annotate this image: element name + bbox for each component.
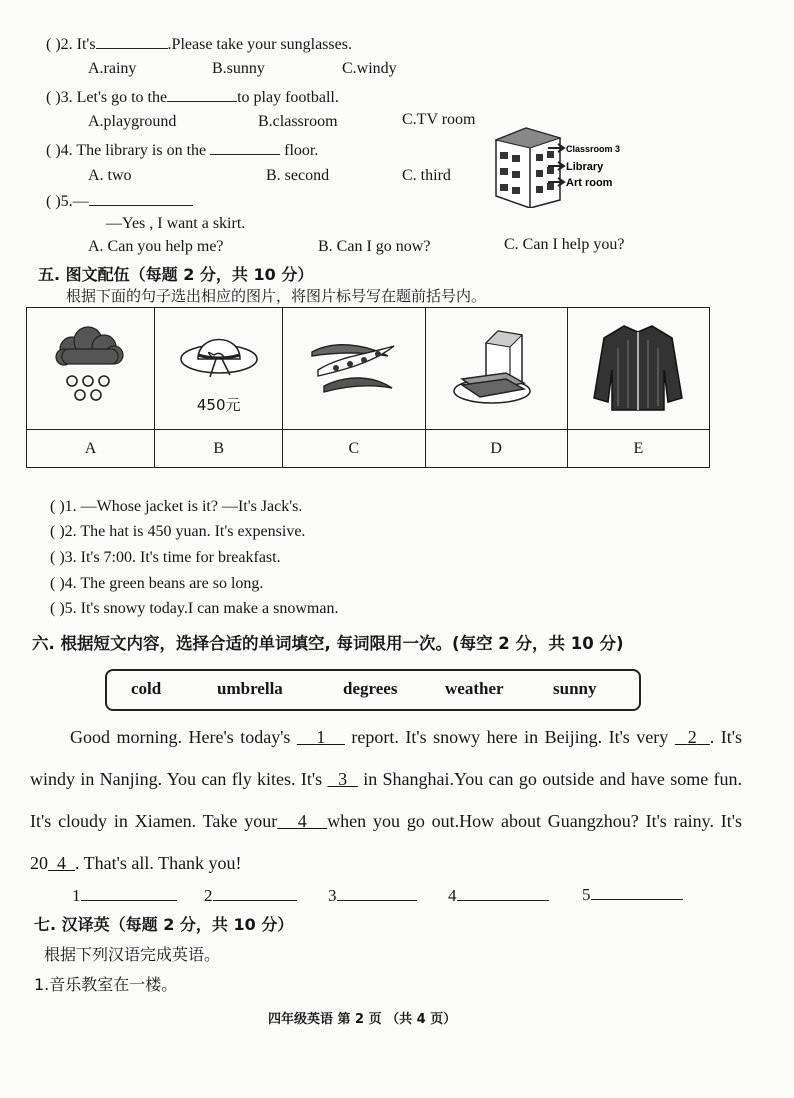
- q3-option-b: B.classroom: [258, 113, 338, 130]
- q5-reply: —Yes , I want a skirt.: [106, 215, 246, 232]
- picture-label-c: C: [283, 430, 425, 468]
- matching-item-1: ( )1. —Whose jacket is it? —It's Jack's.: [50, 498, 303, 515]
- q2-option-c: C.windy: [342, 60, 397, 77]
- question-2: ( )2. It's .Please take your sunglasses.: [46, 36, 352, 53]
- translation-question-1: 1.音乐教室在一楼。: [34, 975, 178, 994]
- picture-c-beans: [283, 308, 425, 430]
- answer-blank[interactable]: [96, 34, 168, 49]
- jacket-icon: [588, 318, 688, 414]
- q4-option-a: A. two: [88, 167, 132, 184]
- picture-label-e: E: [567, 430, 709, 468]
- building-label-library: Library: [566, 161, 604, 173]
- answer-line-3[interactable]: 3: [328, 886, 417, 906]
- matching-item-3: ( )3. It's 7:00. It's time for breakfast.: [50, 549, 281, 566]
- building-label-classroom: Classroom 3: [566, 144, 621, 154]
- section-6-title: 六. 根据短文内容，选择合适的单词填空, 每词限用一次。(每空 2 分，共 10 分): [32, 634, 624, 653]
- question-4: ( )4. The library is on the floor.: [46, 142, 319, 159]
- matching-item-4: ( )4. The green beans are so long.: [50, 575, 264, 592]
- picture-matching-table: [26, 307, 710, 468]
- answer-line-2[interactable]: 2: [204, 886, 297, 906]
- question-3: ( )3. Let's go to the to play football.: [46, 89, 339, 106]
- q2-option-a: A.rainy: [88, 60, 137, 77]
- q5-option-b: B. Can I go now?: [318, 238, 431, 255]
- question-5: ( )5.—: [46, 191, 193, 211]
- word-bank-word: umbrella: [217, 679, 283, 698]
- cloze-blank-2[interactable]: 2: [687, 727, 697, 747]
- q3-option-c: C.TV room: [402, 111, 476, 128]
- cloze-passage: Good morning. Here's today's 1 report. It's snowy here in Beijing. It's very 2 . It's windy in Nanjing. You can fly kites. It's 3 in Shanghai.You can go outside and have some fun. It's cloudy in Xiamen. Take your 4 when you go out.How about Guangzhou? It's rainy. It's 20 4 . That's all. Thank you!: [30, 727, 743, 873]
- picture-b-hat: [155, 308, 283, 430]
- matching-item-2: ( )2. The hat is 450 yuan. It's expensive.: [50, 523, 306, 540]
- word-bank-word: sunny: [553, 679, 597, 698]
- q4-option-c: C. third: [402, 167, 451, 184]
- breakfast-icon: [446, 321, 546, 411]
- answer-blank[interactable]: [89, 191, 193, 206]
- cloze-blank-3[interactable]: 3: [338, 769, 348, 789]
- section-7-instruction: 根据下列汉语完成英语。: [44, 945, 221, 964]
- q3-option-a: A.playground: [88, 113, 177, 130]
- q4-option-b: B. second: [266, 167, 330, 184]
- word-bank-box: [105, 669, 641, 711]
- picture-e-jacket: [567, 308, 709, 430]
- section-5-instruction: 根据下面的句子选出相应的图片，将图片标号写在题前括号内。: [66, 287, 487, 305]
- answer-blank[interactable]: [167, 87, 237, 102]
- q5-option-a: A. Can you help me?: [88, 238, 224, 255]
- school-building-illustration: [490, 124, 626, 208]
- picture-label-a: A: [27, 430, 155, 468]
- answer-blank[interactable]: [210, 140, 280, 155]
- word-bank-word: cold: [131, 679, 162, 698]
- answer-line-4[interactable]: 4: [448, 886, 549, 906]
- page-footer: 四年级英语 第 2 页 （共 4 页）: [268, 1012, 457, 1027]
- section-5-title: 五. 图文配伍（每题 2 分，共 10 分）: [38, 265, 314, 284]
- word-bank-word: degrees: [343, 679, 398, 698]
- green-beans-icon: [304, 326, 404, 406]
- hat-price-label: 450元: [196, 396, 241, 414]
- picture-label-b: B: [155, 430, 283, 468]
- q2-option-b: B.sunny: [212, 60, 265, 77]
- snow-cloud-icon: [46, 321, 136, 411]
- matching-item-5: ( )5. It's snowy today.I can make a snowman.: [50, 600, 339, 617]
- section-7-title: 七. 汉译英（每题 2 分，共 10 分）: [34, 915, 294, 934]
- picture-label-d: D: [425, 430, 567, 468]
- cloze-blank-1[interactable]: 1: [316, 727, 326, 747]
- cloze-blank-4[interactable]: 4: [297, 811, 307, 831]
- picture-d-breakfast: [425, 308, 567, 430]
- answer-line-1[interactable]: 1: [72, 886, 177, 906]
- cloze-blank-5[interactable]: 4: [57, 853, 66, 873]
- building-label-art-room: Art room: [566, 177, 613, 189]
- q5-option-c: C. Can I help you?: [504, 236, 625, 253]
- answer-line-5[interactable]: 5: [582, 885, 683, 905]
- picture-a-snow: [27, 308, 155, 430]
- word-bank-word: weather: [445, 679, 504, 698]
- hat-icon: [174, 315, 264, 395]
